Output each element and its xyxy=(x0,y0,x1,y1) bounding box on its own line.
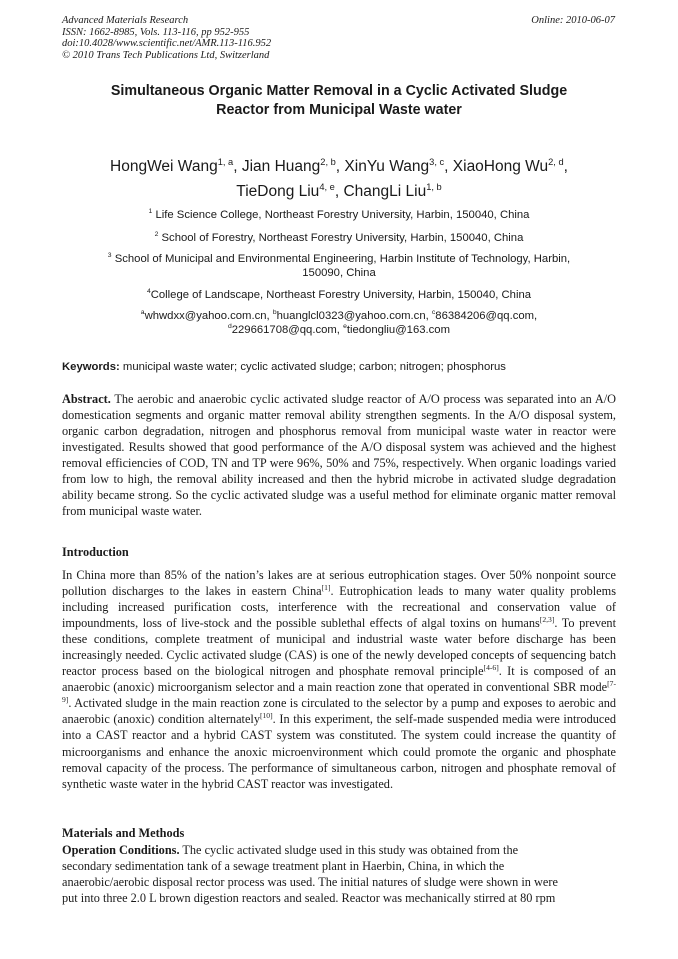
author-name: Jian Huang xyxy=(241,158,321,175)
body-text: In China more than 85% of the nation’s lakes are at serious eutrophication stages. Over 50% nonpoint source pollution discharges to the lakes in eastern China xyxy=(62,568,616,599)
author-sup: 3, c xyxy=(429,156,445,167)
issn-line: ISSN: 1662-8985, Vols. 113-116, pp 952-955 xyxy=(62,26,250,38)
online-date: Online: 2010-06-07 xyxy=(531,15,615,26)
citation-ref[interactable]: [2,3] xyxy=(539,615,555,625)
doi-line[interactable]: doi:10.4028/www.scientific.net/AMR.113-116.952 xyxy=(62,38,272,49)
keywords xyxy=(62,361,506,373)
email-sup: c xyxy=(431,309,436,317)
author-name: XinYu Wang xyxy=(344,158,430,175)
affiliation-2 xyxy=(62,232,616,246)
introduction-paragraph xyxy=(62,567,616,792)
methods-paragraph xyxy=(62,842,616,906)
citation-ref[interactable]: [1] xyxy=(321,582,331,592)
email-sup: b xyxy=(272,309,277,317)
affiliation-1 xyxy=(62,209,616,223)
email-list xyxy=(62,310,616,337)
affiliation-text: School of Forestry, Northeast Forestry University, Harbin, 150040, China xyxy=(161,232,524,244)
introduction-heading: Introduction xyxy=(62,545,129,559)
methods-heading: Materials and Methods xyxy=(62,826,185,840)
affiliation-text: Life Science College, Northeast Forestry University, Harbin, 150040, China xyxy=(155,209,530,221)
keywords-text: municipal waste water; cyclic activated sludge; carbon; nitrogen; phosphorus xyxy=(119,361,506,373)
body-text: . To prevent these conditions, complete treatment of municipal and industrial waste water before discharge has been increasingly needed. Cyclic activated sludge (CAS) is one of the newly developed concepts of sequencing batch reactor process based on the biological nitrogen and phosphate removal principle xyxy=(62,616,616,679)
author-name: HongWei Wang xyxy=(110,158,218,175)
body-text: . It is composed of an anaerobic (anoxic) microorganism selector and a main reaction zone that operated in conventional SBR mode xyxy=(62,664,616,695)
email-address[interactable]: 229661708@qq.com, xyxy=(231,323,344,336)
affiliation-text-cont: 150090, China xyxy=(302,266,376,279)
citation-ref[interactable]: [7-9] xyxy=(62,679,616,705)
body-text: secondary sedimentation tank of a sewage treatment plant in Haerbin, China, in which the xyxy=(62,859,505,874)
author-sep: , xyxy=(563,158,568,175)
abstract-label: Abstract. xyxy=(62,392,111,406)
author-name: XiaoHong Wu xyxy=(452,158,549,175)
author-line-1 xyxy=(62,154,616,179)
methods-subheading: Operation Conditions. xyxy=(62,843,180,857)
citation-ref[interactable]: [10] xyxy=(259,711,273,721)
affiliation-3 xyxy=(62,253,616,280)
keywords-label: Keywords: xyxy=(62,361,120,373)
copyright-line: © 2010 Trans Tech Publications Ltd, Switzerland xyxy=(62,49,270,61)
affiliation-4 xyxy=(62,289,616,303)
body-text: . Eutrophication leads to many water quality problems including increased purification costs, interference with the recreational and conservation value of impoundments, loss of live-stock and the possible sublethal effects of algal toxins on humans xyxy=(62,584,616,631)
journal-header xyxy=(62,15,271,61)
author-name: TieDong Liu xyxy=(236,183,320,200)
affiliation-sup: 2 xyxy=(154,231,159,239)
affiliation-sup: 1 xyxy=(148,208,153,216)
journal-name: Advanced Materials Research xyxy=(62,15,189,26)
abstract-text: The aerobic and anaerobic cyclic activated sludge reactor of A/O process was separated into an A/O domestication segments and organic matter removal ability strengthen segments. In the A/O disposal system, organic carbon degradation, nitrogen and phosphorus removal from municipal waste water in reactor were investigated. Results showed that good performance of the A/O disposal system was achieved and the highest removal efficiencies of COD, TN and TP were 96%, 50% and 75%, respectively. When organic loadings varied from low to high, the removal ability increased and then the hybrid microbe in activated sludge degradation ability became strong. So the cyclic activated sludge was a useful method for eliminate organic matter removal from municipal waste water. xyxy=(62,392,616,519)
body-text: anaerobic/aerobic disposal rector process was used. The initial natures of sludge were shown in were xyxy=(62,875,558,890)
author-sup: 2, b xyxy=(320,156,336,167)
body-text: The cyclic activated sludge used in this study was obtained from the xyxy=(179,843,519,857)
affiliation-text: School of Municipal and Environmental Engineering, Harbin Institute of Technology, Harbin, xyxy=(114,253,571,265)
author-sup: 1, a xyxy=(217,156,234,167)
author-sep: , xyxy=(444,158,453,175)
citation-ref[interactable]: [4-6] xyxy=(483,663,499,673)
abstract xyxy=(62,391,616,519)
author-name: ChangLi Liu xyxy=(343,183,427,200)
affiliation-sup: 4 xyxy=(146,288,151,296)
email-address[interactable]: huanglcl0323@yahoo.com.cn, xyxy=(276,310,432,322)
author-sup: 2, d xyxy=(548,156,564,167)
email-address[interactable]: tiedongliu@163.com xyxy=(346,323,451,336)
author-sup: 1, b xyxy=(426,181,442,192)
affiliation-text: College of Landscape, Northeast Forestry University, Harbin, 150040, China xyxy=(150,289,532,301)
author-sup: 4, e xyxy=(319,181,335,192)
email-sup: e xyxy=(343,322,347,330)
body-text: put into three 2.0 L brown digestion reactors and sealed. Reactor was mechanically stirred at 80 rpm xyxy=(62,891,556,906)
title-line-1: Simultaneous Organic Matter Removal in a Cyclic Activated Sludge xyxy=(110,83,568,99)
author-sep: , xyxy=(334,183,344,200)
paper-title xyxy=(62,82,616,120)
email-address[interactable]: 86384206@qq.com, xyxy=(435,310,538,322)
email-address[interactable]: whwdxx@yahoo.com.cn, xyxy=(144,310,273,322)
author-list xyxy=(62,154,616,204)
author-line-2 xyxy=(62,179,616,204)
email-sup: a xyxy=(140,309,145,317)
author-sep: , xyxy=(233,158,242,175)
body-text: . In this experiment, the self-made suspended media were introduced into a CAST reactor and a hybrid CAST system was constituted. The system could increase the quantity of microorganisms and enhance the anoxic microenvironment which could promote the organic and phosphate removal capacity of the process. The performance of simultaneous carbon, nitrogen and phosphate removal of synthetic waste water in the hybrid CAST reactor was investigated. xyxy=(62,712,616,791)
affiliation-sup: 3 xyxy=(107,252,112,260)
title-line-2: Reactor from Municipal Waste water xyxy=(216,102,462,118)
body-text: . Activated sludge in the main reaction zone is circulated to the selector by a pump and exposes to aerobic and anaerobic (anoxic) condition alternately xyxy=(62,696,616,727)
email-sup: d xyxy=(227,322,232,330)
author-sep: , xyxy=(335,158,345,175)
